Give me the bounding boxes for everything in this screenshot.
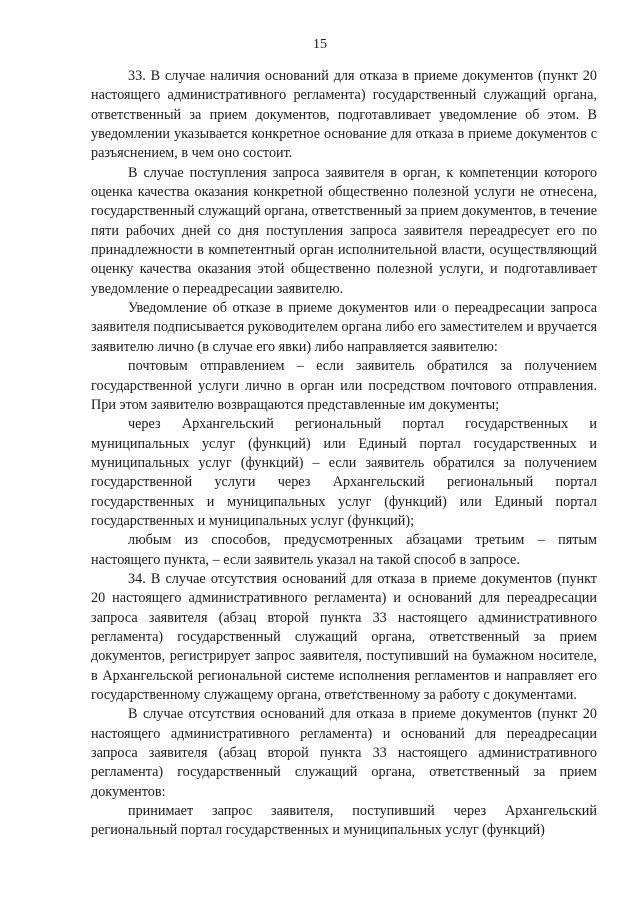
paragraph-any-method: любым из способов, предусмотренных абзацами третьим – пятым настоящего пункта, – если заявитель указал на такой способ в запросе. <box>91 532 597 568</box>
document-body <box>91 67 597 841</box>
paragraph-portal-delivery: через Архангельский региональный портал государственных и муниципальных услуг (функций) или Единый портал государственных и муниципальных услуг (функций) – если заявитель обратился за получением государственной услуги через Архангельский региональный портал государственных и муниципальных услуг (функций) или Единый портал государственных и муниципальных услуг (функций); <box>91 416 597 529</box>
paragraph-redirection: В случае поступления запроса заявителя в орган, к компетенции которого оценка качества оказания конкретной общественно полезной услуги не отнесена, государственный служащий органа, ответственный за прием документов, в течение пяти рабочих дней со дня поступления запроса заявителя переадресует его по принадлежности в компетентный орган исполнительной власти, осуществляющий оценку качества оказания этой общественно полезной услуги, и подготавливает уведомление о переадресации заявителю. <box>91 164 597 297</box>
paragraph-item-34-registration: 34. В случае отсутствия оснований для отказа в приеме документов (пункт 20 настоящего административного регламента) и оснований для переадресации запроса заявителя (абзац второй пункта 33 настоящего административного регламента) государственный служащий органа, ответственный за прием документов, регистрирует запрос заявителя, поступивший на бумажном носителе, в Архангельской региональной системе исполнения регламентов и направляет его государственному служащему органа, ответственному за работу с документами. <box>91 570 597 703</box>
paragraph-accepts-request: принимает запрос заявителя, поступивший через Архангельский региональный портал государственных и муниципальных услуг (функций) <box>91 803 597 839</box>
page-number: 15 <box>313 37 327 52</box>
paragraph-postal-delivery: почтовым отправлением – если заявитель обратился за получением государственной услуги лично в орган или посредством почтового отправления. При этом заявителю возвращаются представленные им документы; <box>91 358 597 413</box>
paragraph-no-grounds-actions: В случае отсутствия оснований для отказа в приеме документов (пункт 20 настоящего административного регламента) и оснований для переадресации запроса заявителя (абзац второй пункта 33 настоящего административного регламента) государственный служащий органа, ответственный за прием документов: <box>91 706 597 800</box>
paragraph-notice-signing: Уведомление об отказе в приеме документов или о переадресации запроса заявителя подписывается руководителем органа либо его заместителем и вручается заявителю лично (в случае его явки) либо направляется заявителю: <box>91 300 597 355</box>
paragraph-item-33-refusal-notice: 33. В случае наличия оснований для отказа в приеме документов (пункт 20 настоящего административного регламента) государственный служащий органа, ответственный за прием документов, подготавливает уведомление об этом. В уведомлении указывается конкретное основание для отказа в приеме документов с разъяснением, в чем оно состоит. <box>91 68 597 162</box>
